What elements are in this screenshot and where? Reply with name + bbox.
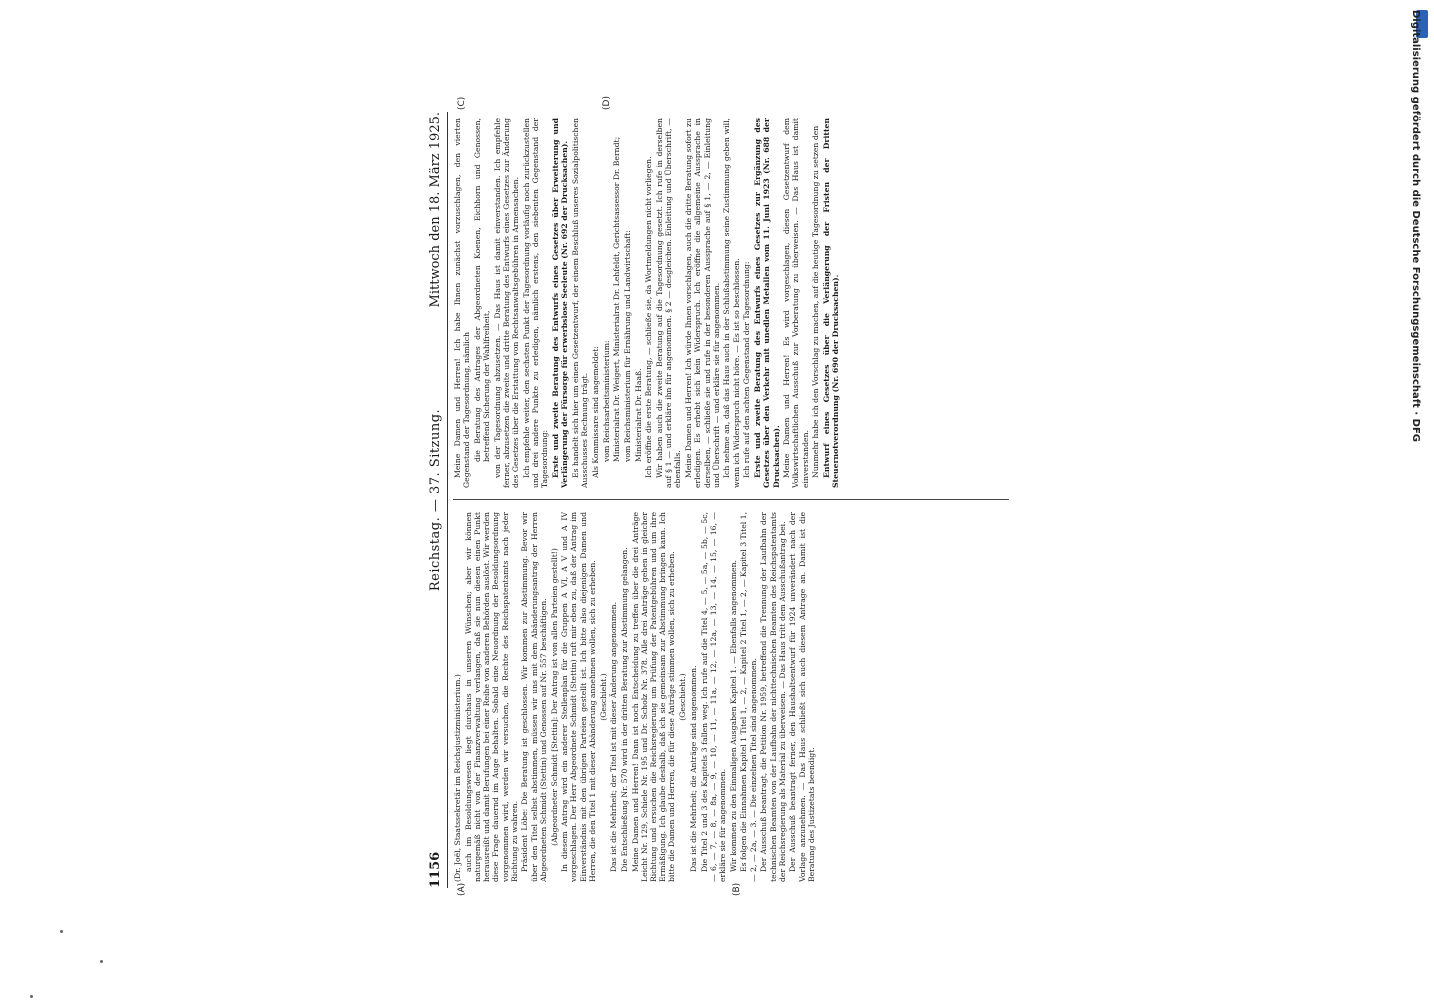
left-paragraph: Die Titel 2 und 3 des Kapitels 3 fallen weg. Ich rufe auf die Titel 4, — 5, — 5a, — 5b, — 5c, — 6, — 7, — 8, — 8a, — 9, — 10, — 11, — 11a, — 12, — 12a, — 13, — 14, — 15, — 16, — erkläre sie für angenommen. [699, 512, 727, 882]
right-paragraph: Erste und zweite Beratung des Entwurfs eines Gesetzes über Erweiterung und Verlängerung der Fürsorge für erwerbslose Seeleute (Nr. 692 der Drucksachen). [551, 118, 570, 488]
margin-mark-a: (A) [457, 882, 467, 896]
right-paragraph: Nunmehr habe ich den Vorschlag zu machen, auf die heutige Tagesordnung zu setzen den [811, 125, 821, 478]
left-paragraph: Wir kommen zu den Einmaligen Ausgaben Kapitel 1. — Ebenfalls angenommen. [728, 560, 738, 872]
left-paragraph: (Abgeordneter Schmidt [Stettin]: Der Antrag ist von allen Parteien gestellt!) [549, 548, 559, 846]
right-paragraph: vom Reichsarbeitsministerium: [601, 340, 611, 462]
footer-logo-text: DFG [1410, 418, 1421, 442]
left-paragraph: Das ist die Mehrheit; der Titel ist mit dieser Änderung angenommen. [609, 601, 619, 872]
scan-speck [30, 995, 33, 998]
left-paragraph: In diesem Antrag wird ein anderer Stellenplan für die Gruppen A VI, A V und A IV vorgeschlagen. Der Herr Abgeordnete Schmidt (Stettin) ruft mir eben zu, daß der Antrag im Einverständnis mit den übrigen Parteien gestellt ist. Ich bitte also diejenigen Damen und Herren, die den Titel 1 mit dieser Abänderung annehmen wollen, sich zu erheben. [560, 512, 597, 882]
right-paragraph: Wir haben auch die zweite Beratung auf die Tagesordnung gesetzt. Ich rufe in derselben auf § 1 — und erkläre ihn für angenommen. § 2 — desgleichen. Einleitung und Überschrift, — ebenfalls. [655, 118, 683, 488]
right-paragraph: Ich rufe auf den achten Gegenstand der Tagesordnung: [742, 261, 752, 478]
page-header [423, 112, 448, 888]
scan-speck [60, 930, 63, 933]
left-paragraph: (Geschieht.) [678, 673, 688, 721]
right-paragraph: von der Tagesordnung abzusetzen. — Das Haus ist damit einverstanden. Ich empfehle ferner, abzusetzen die zweite und dritte Beratung des Entwurfs eines Gesetzes zur Änderung des Gesetzes über die Erstattung von Rechtsanwaltsgebühren in Armensachen. [492, 118, 521, 488]
session-title: Reichstag. — 37. Sitzung. [427, 408, 443, 592]
scan-speck [100, 960, 103, 963]
right-paragraph: vom Reichsministerium für Ernährung und Landwirtschaft: [622, 230, 632, 462]
right-paragraph: Ministerialrat Dr. Haaß. [633, 368, 643, 462]
footer-credit: Digitalisierung gefördert durch die Deutsche Forschungsgemeinschaft [1410, 10, 1421, 408]
left-paragraph: Die Entschließung Nr. 570 wird in der dritten Beratung zur Abstimmung gelangen. [619, 547, 629, 872]
left-paragraph: (Geschieht.) [598, 673, 608, 721]
margin-mark-d: (D) [602, 96, 612, 110]
left-paragraph: Der Ausschuß beantragt, die Petition Nr. 1959, betreffend die Trennung der Laufbahn der technischen Beamten von der Laufbahn der nichttechnischen Beamten des Reichspatentamts der Reichsregierung als Material zu überweisen. — Das Haus tritt dem Ausschußantrag bei. [759, 512, 787, 882]
left-paragraph: Der Ausschuß beantragt ferner, den Haushaltsentwurf für 1924 unverändert nach der Vorlage anzunehmen. — Das Haus schließt sich auch diesem Antrage an. Damit ist die Beratung des Justizetats beendigt. [788, 512, 816, 882]
left-paragraph: auch im Besoldungswesen liegt durchaus in unseren Wünschen; aber wir können naturgemäß nicht von der Finanzverwaltung verlangen, daß sie nun diesen einen Punkt herausreißt und damit Berufungen bei einer Reihe von anderen Behörden auslöst. Wir werden diese Frage dauernd im Auge behalten. Sobald eine Neuordnung der Besoldungsordnung vorgenommen wird, werden wir versuchen, die Rechte des Reichspatentamts nach jeder Richtung zu wahren. [463, 512, 519, 882]
left-paragraph: Präsident Löbe: Die Beratung ist geschlossen. Wir kommen zur Abstimmung. Bevor wir über den Titel selbst abstimmen, müssen wir uns mit dem Abänderungsantrag der Herren Abgeordneten Schmidt (Stettin) und Genossen auf Nr. 557 beschäftigen. [520, 512, 548, 882]
left-paragraph: Es folgen die Einnahmen Kapitel 1 Titel 1, — 2, — Kapitel 2 Titel 1, — 2, — Kapitel 3 Titel 1, — 2, — 2a, — 3. — Die einzelnen Titel sind angenommen. [739, 512, 758, 882]
right-paragraph: die Beratung des Antrages der Abgeordneten Koenen, Eichhorn und Genossen, betreffend Sicherung der Wahlfreiheit, [472, 118, 492, 462]
right-paragraph: Als Kommissare sind angemeldet: [590, 346, 600, 478]
left-paragraph: Das ist die Mehrheit; die Anträge sind angenommen. [688, 665, 698, 872]
right-paragraph: Meine Damen und Herren! Es wird vorgeschlagen, diesen Gesetzentwurf dem Volkswirtschaftlichen Ausschuß zur Vorberatung zu überweisen. — Das Haus ist damit einverstanden. [782, 118, 810, 488]
page-number: 1156 [427, 851, 443, 888]
right-paragraph: Erste und zweite Beratung des Entwurfs eines Gesetzes zur Ergänzung des Gesetzes über den Verkehr mit unedlen Metallen vom 11. Juni 1923 (Nr. 688 der Drucksachen). [753, 118, 781, 488]
right-paragraph: Ministerialrat Dr. Weigert, Ministerialrat Dr. Lehfeldt, Gerichtsassessor Dr. Berndt; [612, 136, 622, 462]
right-paragraph: Meine Damen und Herren! Ich würde Ihnen vorschlagen, auch die dritte Beratung sofort zu erledigen. Es erhebt sich kein Widerspruch. Ich eröffne die allgemeine Aussprache in derselben, — schließe sie und rufe in der besonderen Aussprache auf § 1, — 2, — Einleitung und Überschrift — und erkläre sie für angenommen. [684, 118, 721, 488]
session-date: Mittwoch den 18. März 1925. [427, 112, 443, 308]
right-paragraph: Ich empfehle weiter, den sechsten Punkt der Tagesordnung vorläufig noch zurückzustellen und drei andere Punkte zu erledigen, nämlich erstens, den siebenten Gegenstand der Tagesordnung: [521, 118, 550, 488]
left-text-column [453, 512, 1009, 882]
digitization-footer [1410, 10, 1428, 442]
rotated-page-scan [417, 96, 1017, 900]
right-text-column [453, 118, 1009, 488]
margin-mark-b: (B) [732, 882, 742, 896]
left-paragraph: Meine Damen und Herren! Dann ist noch Entscheidung zu treffen über die drei Anträge Leicht Nr. 129, Schiele Nr. 195 und Dr. Scholz Nr. 378. Alle drei Anträge gehen in gleicher Richtung und ersuchen die Reichsregierung um Prüfung der Patentgebühren und um ihre Ermäßigung. Ich glaube deshalb, daß ich sie gemeinsam zur Abstimmung bringen kann. Ich bitte die Damen und Herren, die für diese Anträge stimmen wollen, sich zu erheben. [630, 512, 677, 882]
footer-text: Digitalisierung gefördert durch die Deutsche Forschungsgemeinschaft · DFG [1410, 10, 1421, 442]
right-paragraph: Es handelt sich hier um einen Gesetzentwurf, der einem Beschluß unseres Sozialpolitischen Ausschusses Rechnung trägt. [570, 118, 590, 488]
column-divider [453, 499, 1009, 500]
right-paragraph: Entwurf eines Gesetzes über die Verlängerung der Fristen der Dritten Steuernotverordnung (Nr. 690 der Drucksachen). [822, 118, 841, 488]
left-paragraph: (Dr. Joël, Staatssekretär im Reichsjustizministerium.) [453, 674, 462, 882]
right-paragraph: Ich eröffne die erste Beratung, — schließe sie, da Wortmeldungen nicht vorliegen. [644, 156, 654, 478]
right-paragraph: Ich nehme an, daß das Haus auch in der Schlußabstimmung seine Zustimmung geben will, wenn ich Widerspruch nicht höre. — Es ist so beschlossen. [722, 118, 741, 488]
right-paragraph: Meine Damen und Herren! Ich habe Ihnen zunächst vorzuschlagen, den vierten Gegenstand der Tagesordnung, nämlich [453, 118, 472, 488]
margin-mark-c: (C) [457, 96, 467, 110]
